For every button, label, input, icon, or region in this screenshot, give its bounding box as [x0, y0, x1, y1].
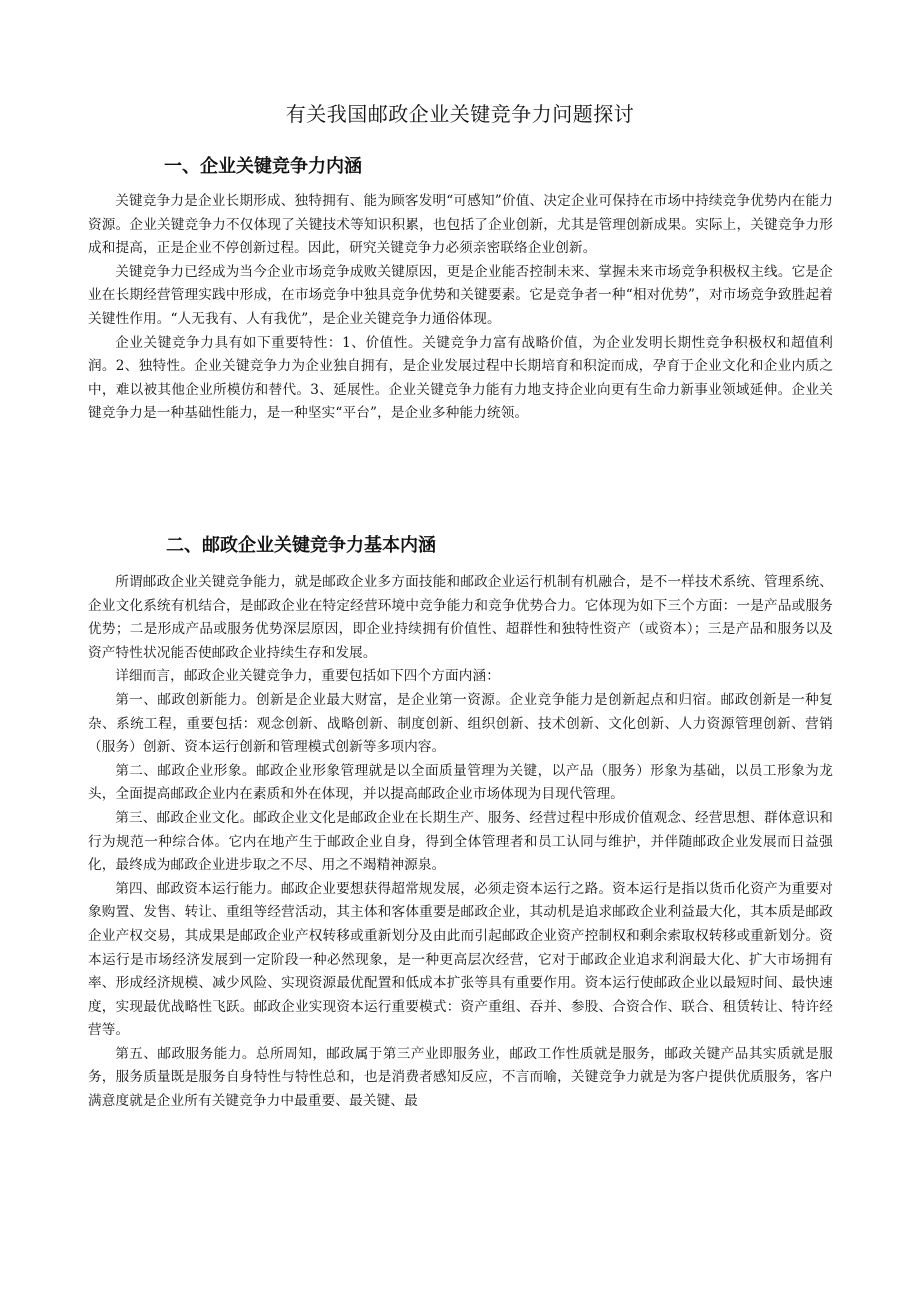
- paragraph: 第四、邮政资本运行能力。邮政企业要想获得超常规发展，必须走资本运行之路。资本运行是指以货币化资产为重要对象购置、发售、转让、重组等经营活动，其主体和客体重要是邮政企业，其动机是追求邮政企业利益最大化，其本质是邮政企业产权交易，其成果是邮政企业产权转移或重新划分及由此而引起邮政企业资产控制权和剩余索取权转移或重新划分。资本运行是市场经济发展到一定阶段一种必然现象，是一种更高层次经营，它对于邮政企业追求利润最大化、扩大市场拥有率、形成经济规模、减少风险、实现资源最优配置和低成本扩张等具有重要作用。资本运行使邮政企业以最短时间、最快速度，实现最优战略性飞跃。邮政企业实现资本运行重要模式：资产重组、吞并、参股、合资合作、联合、租赁转让、特许经营等。: [88, 880, 833, 1039]
- paragraph: 第五、邮政服务能力。总所周知，邮政属于第三产业即服务业，邮政工作性质就是服务，邮政关键产品其实质就是服务，服务质量既是服务自身特性与特性总和，也是消费者感知反应，不言而喻，关键竞争力就是为客户提供优质服务，客户满意度就是企业所有关键竞争力中最重要、最关键、最: [88, 1045, 833, 1110]
- paragraph: 第三、邮政企业文化。邮政企业文化是邮政企业在长期生产、服务、经营过程中形成价值观念、经营思想、群体意识和行为规范一种综合体。它内在地产生于邮政企业自身，得到全体管理者和员工认同与维护，并伴随邮政企业发展而日益强化，最终成为邮政企业进步取之不尽、用之不竭精神源泉。: [88, 809, 833, 874]
- paragraph: 关键竞争力已经成为当今企业市场竞争成败关键原因，更是企业能否控制未来、掌握未来市场竞争积极权主线。它是企业在长期经营管理实践中形成，在市场竞争中独具竞争优势和关键要素。它是竞争者一种“相对优势”，对市场竞争致胜起着关键性作用。“人无我有、人有我优”，是企业关键竞争力通俗体现。: [88, 263, 833, 327]
- paragraph: 企业关键竞争力具有如下重要特性：1、价值性。关键竞争力富有战略价值，为企业发明长期性竞争积极权和超值利润。2、独特性。企业关键竞争力为企业独自拥有，是企业发展过程中长期培育和积淀而成，孕育于企业文化和企业内质之中，难以被其他企业所模仿和替代。3、延展性。企业关键竞争力能有力地支持企业向更有生命力新事业领域延伸。企业关键竞争力是一种基础性能力，是一种坚实“平台”，是企业多种能力统领。: [88, 334, 833, 422]
- paragraph: 第二、邮政企业形象。邮政企业形象管理就是以全面质量管理为关键，以产品（服务）形象为基础，以员工形象为龙头，全面提高邮政企业内在素质和外在体现，并以提高邮政企业市场体现为目现代管理。: [88, 762, 833, 803]
- paragraph: 详细而言，邮政企业关键竞争力，重要包括如下四个方面内涵：: [115, 668, 501, 685]
- section-postal-core-competence: [88, 531, 833, 1114]
- section-heading: 一、企业关键竞争力内涵: [164, 156, 362, 177]
- paragraph: 关键竞争力是企业长期形成、独特拥有、能为顾客发明“可感知”价值、决定企业可保持在市场中持续竞争优势内在能力资源。企业关键竞争力不仅体现了关键技术等知识积累，也包括了企业创新，尤其是管理创新成果。实际上，关键竞争力形成和提高，正是企业不停创新过程。因此，研究关键竞争力必须亲密联络企业创新。: [88, 193, 833, 257]
- paragraph: 所谓邮政企业关键竞争能力，就是邮政企业多方面技能和邮政企业运行机制有机融合，是不一样技术系统、管理系统、企业文化系统有机结合，是邮政企业在特定经营环境中竞争能力和竞争优势合力。它体现为如下三个方面：一是产品或服务优势；二是形成产品或服务优势深层原因，即企业持续拥有价值性、超群性和独特性资产（或资本）；三是产品和服务以及资产特性状况能否使邮政企业持续生存和发展。: [88, 574, 833, 661]
- paragraph: 第一、邮政创新能力。创新是企业最大财富，是企业第一资源。企业竞争能力是创新起点和归宿。邮政创新是一种复杂、系统工程，重要包括：观念创新、战略创新、制度创新、组织创新、技术创新、文化创新、人力资源管理创新、营销（服务）创新、资本运行创新和管理模式创新等多项内容。: [88, 691, 833, 756]
- section-core-competence-meaning: [88, 152, 833, 426]
- document-title: 有关我国邮政企业关键竞争力问题探讨: [285, 102, 635, 126]
- section-heading: 二、邮政企业关键竞争力基本内涵: [166, 535, 436, 556]
